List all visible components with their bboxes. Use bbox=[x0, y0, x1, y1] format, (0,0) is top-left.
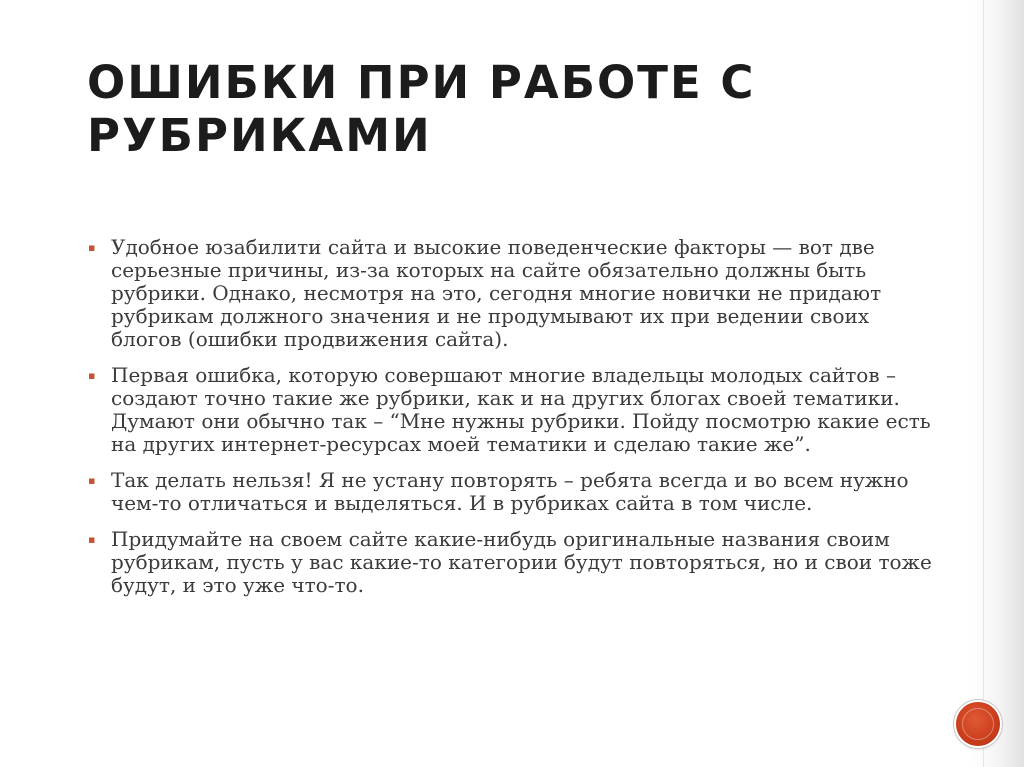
bullet-text: Придумайте на своем сайте какие-нибудь оригинальные названия своим рубрикам, пусть у вас какие-то категории будут повторяться, но и свои тоже будут, и это уже что-то. bbox=[111, 527, 932, 597]
bullet-text: Так делать нельзя! Я не устану повторять – ребята всегда и во всем нужно чем-то отличаться и выделяться. И в рубриках сайта в том числе. bbox=[111, 468, 909, 515]
page-fold-line bbox=[983, 0, 984, 767]
bullet-item bbox=[88, 236, 938, 351]
bullet-text: Удобное юзабилити сайта и высокие поведенческие факторы — вот две серьезные причины, из-за которых на сайте обязательно должны быть рубрики. Однако, несмотря на это, сегодня многие новички не придают рубрикам должного значения и не продумывают их при ведении своих блогов (ошибки продвижения сайта). bbox=[111, 235, 882, 351]
square-bullet-icon: ▪ bbox=[88, 241, 96, 254]
square-bullet-icon: ▪ bbox=[88, 533, 96, 546]
square-bullet-icon: ▪ bbox=[88, 474, 96, 487]
bullet-item bbox=[88, 364, 938, 456]
square-bullet-icon: ▪ bbox=[88, 369, 96, 382]
bullet-list bbox=[88, 236, 938, 610]
page-edge-shadow bbox=[972, 0, 1024, 767]
bullet-item bbox=[88, 528, 938, 597]
bullet-text: Первая ошибка, которую совершают многие владельцы молодых сайтов – создают точно такие же рубрики, как и на других блогах своей тематики. Думают они обычно так – “Мне нужны рубрики. Пойду посмотрю какие есть на других интернет-ресурсах моей тематики и сделаю такие же”. bbox=[111, 363, 931, 456]
circle-ring-icon bbox=[962, 708, 994, 740]
bullet-item bbox=[88, 469, 938, 515]
slide-title: ОШИБКИ ПРИ РАБОТЕ С РУБРИКАМИ bbox=[87, 56, 756, 162]
decorative-circle-icon bbox=[956, 702, 1000, 746]
